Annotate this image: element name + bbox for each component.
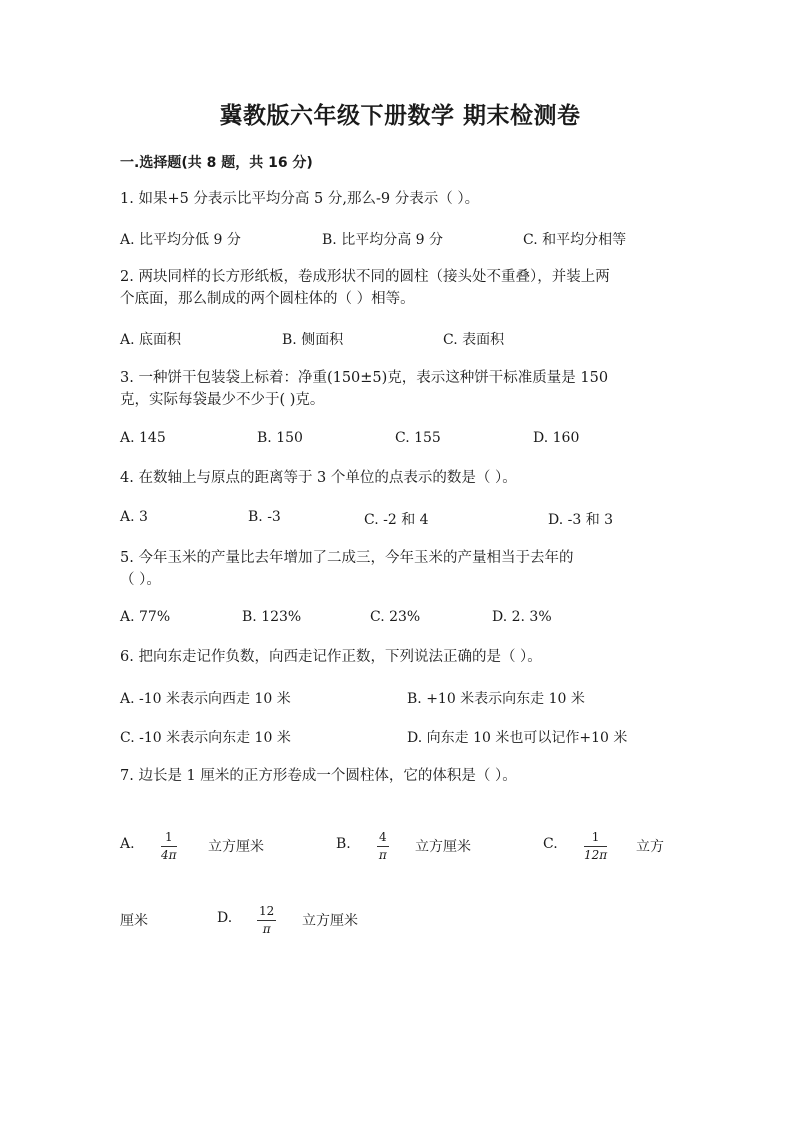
- question-3-text-line2: 克，实际每袋最少不少于( )克。: [120, 392, 325, 408]
- fraction-bar: [584, 846, 607, 847]
- fraction-denominator: π: [378, 848, 387, 862]
- question-4-option-b[interactable]: B. -3: [248, 509, 281, 525]
- fraction-bar: [257, 920, 276, 921]
- question-5-option-d[interactable]: D. 2. 3%: [492, 609, 552, 625]
- question-7-option-c-unit-continued: 厘米: [120, 913, 148, 929]
- question-7-option-c-label[interactable]: C.: [543, 836, 558, 852]
- question-7-option-d-fraction: [257, 904, 276, 937]
- section-heading: 一.选择题(共 8 题，共 16 分): [120, 155, 313, 171]
- question-2-option-b[interactable]: B. 侧面积: [282, 332, 344, 348]
- fraction-numerator: 1: [164, 830, 173, 844]
- question-4-text: 4. 在数轴上与原点的距离等于 3 个单位的点表示的数是（ ）。: [120, 470, 517, 486]
- fraction-numerator: 1: [591, 830, 600, 844]
- question-7-option-a-unit: 立方厘米: [208, 839, 264, 855]
- question-3-option-d[interactable]: D. 160: [533, 430, 580, 446]
- question-2-text-line1: 2. 两块同样的长方形纸板，卷成形状不同的圆柱（接头处不重叠），并装上两: [120, 269, 610, 285]
- question-4-option-d[interactable]: D. -3 和 3: [548, 512, 614, 528]
- question-7-option-a-fraction: [161, 830, 177, 863]
- question-7-option-b-unit: 立方厘米: [415, 839, 471, 855]
- question-1-option-c[interactable]: C. 和平均分相等: [523, 232, 627, 248]
- question-6-text: 6. 把向东走记作负数，向西走记作正数，下列说法正确的是（ ）。: [120, 649, 542, 665]
- question-3-text-line1: 3. 一种饼干包装袋上标着：净重(150±5)克，表示这种饼干标准质量是 150: [120, 370, 609, 386]
- question-5-text-line2: （ ）。: [120, 572, 161, 588]
- question-3-option-a[interactable]: A. 145: [120, 430, 166, 446]
- question-7-option-c-unit: 立方: [636, 839, 664, 855]
- fraction-denominator: 4π: [161, 848, 177, 862]
- question-5-option-c[interactable]: C. 23%: [370, 609, 421, 625]
- question-6-option-a[interactable]: A. -10 米表示向西走 10 米: [120, 691, 291, 707]
- question-5-option-a[interactable]: A. 77%: [120, 609, 171, 625]
- question-6-option-c[interactable]: C. -10 米表示向东走 10 米: [120, 730, 291, 746]
- question-1-option-a[interactable]: A. 比平均分低 9 分: [120, 232, 241, 248]
- question-7-option-b-fraction: [377, 830, 389, 863]
- question-3-option-b[interactable]: B. 150: [257, 430, 303, 446]
- fraction-bar: [161, 846, 177, 847]
- fraction-bar: [377, 846, 389, 847]
- question-7-option-d-label[interactable]: D.: [217, 910, 233, 926]
- question-7-option-a-label[interactable]: A.: [120, 836, 135, 852]
- fraction-denominator: π: [262, 922, 271, 936]
- question-7-option-c-fraction: [584, 830, 607, 863]
- question-2-option-a[interactable]: A. 底面积: [120, 332, 182, 348]
- question-4-option-a[interactable]: A. 3: [120, 509, 148, 525]
- question-7-text: 7. 边长是 1 厘米的正方形卷成一个圆柱体，它的体积是（ ）。: [120, 768, 517, 784]
- fraction-numerator: 4: [379, 830, 387, 844]
- question-6-option-b[interactable]: B. +10 米表示向东走 10 米: [407, 691, 585, 707]
- question-7-option-b-label[interactable]: B.: [336, 836, 351, 852]
- fraction-numerator: 12: [259, 904, 275, 918]
- question-2-option-c[interactable]: C. 表面积: [443, 332, 505, 348]
- question-1-option-b[interactable]: B. 比平均分高 9 分: [322, 232, 443, 248]
- page-title: 冀教版六年级下册数学 期末检测卷: [219, 103, 581, 129]
- question-7-option-d-unit: 立方厘米: [302, 913, 358, 929]
- fraction-denominator: 12π: [584, 848, 608, 862]
- question-4-option-c[interactable]: C. -2 和 4: [364, 512, 429, 528]
- question-5-option-b[interactable]: B. 123%: [242, 609, 302, 625]
- question-3-option-c[interactable]: C. 155: [395, 430, 441, 446]
- question-6-option-d[interactable]: D. 向东走 10 米也可以记作+10 米: [407, 730, 628, 746]
- question-1-text: 1. 如果+5 分表示比平均分高 5 分,那么-9 分表示（ ）。: [120, 191, 480, 207]
- question-5-text-line1: 5. 今年玉米的产量比去年增加了二成三，今年玉米的产量相当于去年的: [120, 550, 574, 566]
- question-2-text-line2: 个底面，那么制成的两个圆柱体的（ ）相等。: [120, 291, 415, 307]
